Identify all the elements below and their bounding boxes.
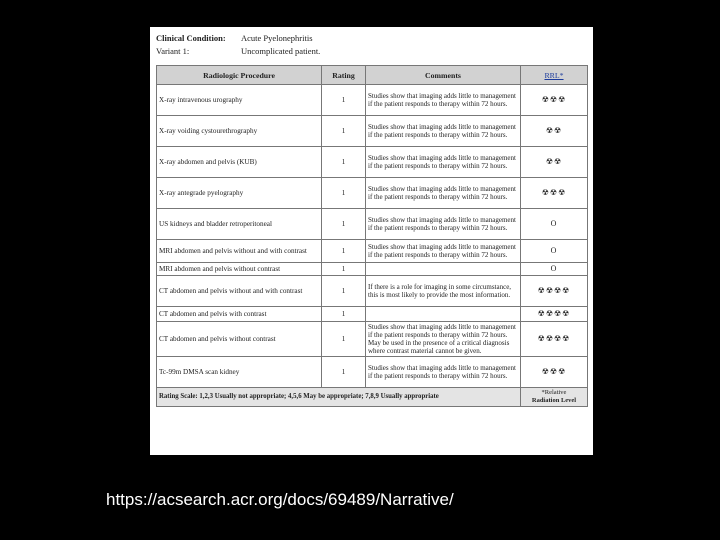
condition-label: Clinical Condition: xyxy=(156,33,226,43)
comment-cell xyxy=(366,307,521,322)
rating-cell: 1 xyxy=(322,240,366,263)
rating-scale-text: Rating Scale: 1,2,3 Usually not appropriate; 4,5,6 May be appropriate; 7,8,9 Usually appropriate xyxy=(157,388,521,407)
procedure-cell: X-ray voiding cystourethrography xyxy=(157,116,322,147)
comment-cell: Studies show that imaging adds little to management if the patient responds to therapy within 72 hours. xyxy=(366,209,521,240)
table-row xyxy=(157,178,588,209)
procedure-cell: CT abdomen and pelvis without contrast xyxy=(157,322,322,357)
table-row xyxy=(157,357,588,388)
rrl-cell: ☢☢ xyxy=(521,147,588,178)
procedure-cell: MRI abdomen and pelvis without and with contrast xyxy=(157,240,322,263)
table-row xyxy=(157,307,588,322)
rating-cell: 1 xyxy=(322,263,366,276)
table-row xyxy=(157,240,588,263)
variant-line xyxy=(156,45,587,58)
rrl-cell: ☢☢☢☢ xyxy=(521,307,588,322)
rating-cell: 1 xyxy=(322,178,366,209)
rrl-cell: O xyxy=(521,240,588,263)
comment-cell: Studies show that imaging adds little to management if the patient responds to therapy within 72 hours. May be used in the presence of a critical diagnosis where contrast material cannot be given. xyxy=(366,322,521,357)
rrl-cell: ☢☢☢ xyxy=(521,85,588,116)
procedure-cell: X-ray antegrade pyelography xyxy=(157,178,322,209)
col-header-comments: Comments xyxy=(366,66,521,85)
table-row xyxy=(157,263,588,276)
rating-cell: 1 xyxy=(322,116,366,147)
table-row xyxy=(157,276,588,307)
comment-cell: Studies show that imaging adds little to management if the patient responds to therapy within 72 hours. xyxy=(366,147,521,178)
procedure-cell: X-ray abdomen and pelvis (KUB) xyxy=(157,147,322,178)
rating-scale-row xyxy=(157,388,588,407)
table-header-row xyxy=(157,66,588,85)
comment-cell: If there is a role for imaging in some circumstance, this is most likely to provide the most information. xyxy=(366,276,521,307)
procedure-cell: MRI abdomen and pelvis without contrast xyxy=(157,263,322,276)
table-row xyxy=(157,147,588,178)
procedure-cell: CT abdomen and pelvis with contrast xyxy=(157,307,322,322)
rrl-cell: ☢☢☢☢ xyxy=(521,322,588,357)
comment-cell: Studies show that imaging adds little to management if the patient responds to therapy within 72 hours. xyxy=(366,240,521,263)
rating-cell: 1 xyxy=(322,307,366,322)
comment-cell: Studies show that imaging adds little to management if the patient responds to therapy within 72 hours. xyxy=(366,357,521,388)
procedure-cell: Tc-99m DMSA scan kidney xyxy=(157,357,322,388)
variant-label: Variant 1: xyxy=(156,46,190,56)
rrl-note-line1: *Relative xyxy=(541,389,567,396)
rrl-cell: O xyxy=(521,263,588,276)
col-header-rrl-link[interactable]: RRL* xyxy=(521,66,588,85)
rating-cell: 1 xyxy=(322,322,366,357)
variant-value: Uncomplicated patient. xyxy=(241,46,321,56)
comment-cell: Studies show that imaging adds little to management if the patient responds to therapy within 72 hours. xyxy=(366,85,521,116)
rating-cell: 1 xyxy=(322,147,366,178)
table-row xyxy=(157,85,588,116)
comment-cell: Studies show that imaging adds little to management if the patient responds to therapy within 72 hours. xyxy=(366,178,521,209)
condition-value: Acute Pyelonephritis xyxy=(241,33,313,43)
comment-cell xyxy=(366,263,521,276)
rating-cell: 1 xyxy=(322,85,366,116)
rrl-cell: ☢☢ xyxy=(521,116,588,147)
table-row xyxy=(157,322,588,357)
document-page xyxy=(150,27,593,455)
col-header-procedure: Radiologic Procedure xyxy=(157,66,322,85)
rating-cell: 1 xyxy=(322,276,366,307)
col-header-rating: Rating xyxy=(322,66,366,85)
procedure-cell: US kidneys and bladder retroperitoneal xyxy=(157,209,322,240)
appropriateness-table xyxy=(156,65,588,407)
source-url: https://acsearch.acr.org/docs/69489/Narrative/ xyxy=(106,490,454,509)
table-row xyxy=(157,209,588,240)
rrl-cell: ☢☢☢ xyxy=(521,357,588,388)
rating-cell: 1 xyxy=(322,357,366,388)
comment-cell: Studies show that imaging adds little to management if the patient responds to therapy within 72 hours. xyxy=(366,116,521,147)
rating-cell: 1 xyxy=(322,209,366,240)
procedure-cell: CT abdomen and pelvis without and with contrast xyxy=(157,276,322,307)
rrl-cell: ☢☢☢☢ xyxy=(521,276,588,307)
rrl-cell: O xyxy=(521,209,588,240)
rrl-note-line2: Radiation Level xyxy=(531,397,577,404)
clinical-condition-line xyxy=(156,32,587,45)
procedure-cell: X-ray intravenous urography xyxy=(157,85,322,116)
rrl-note xyxy=(521,388,588,407)
table-row xyxy=(157,116,588,147)
rrl-cell: ☢☢☢ xyxy=(521,178,588,209)
